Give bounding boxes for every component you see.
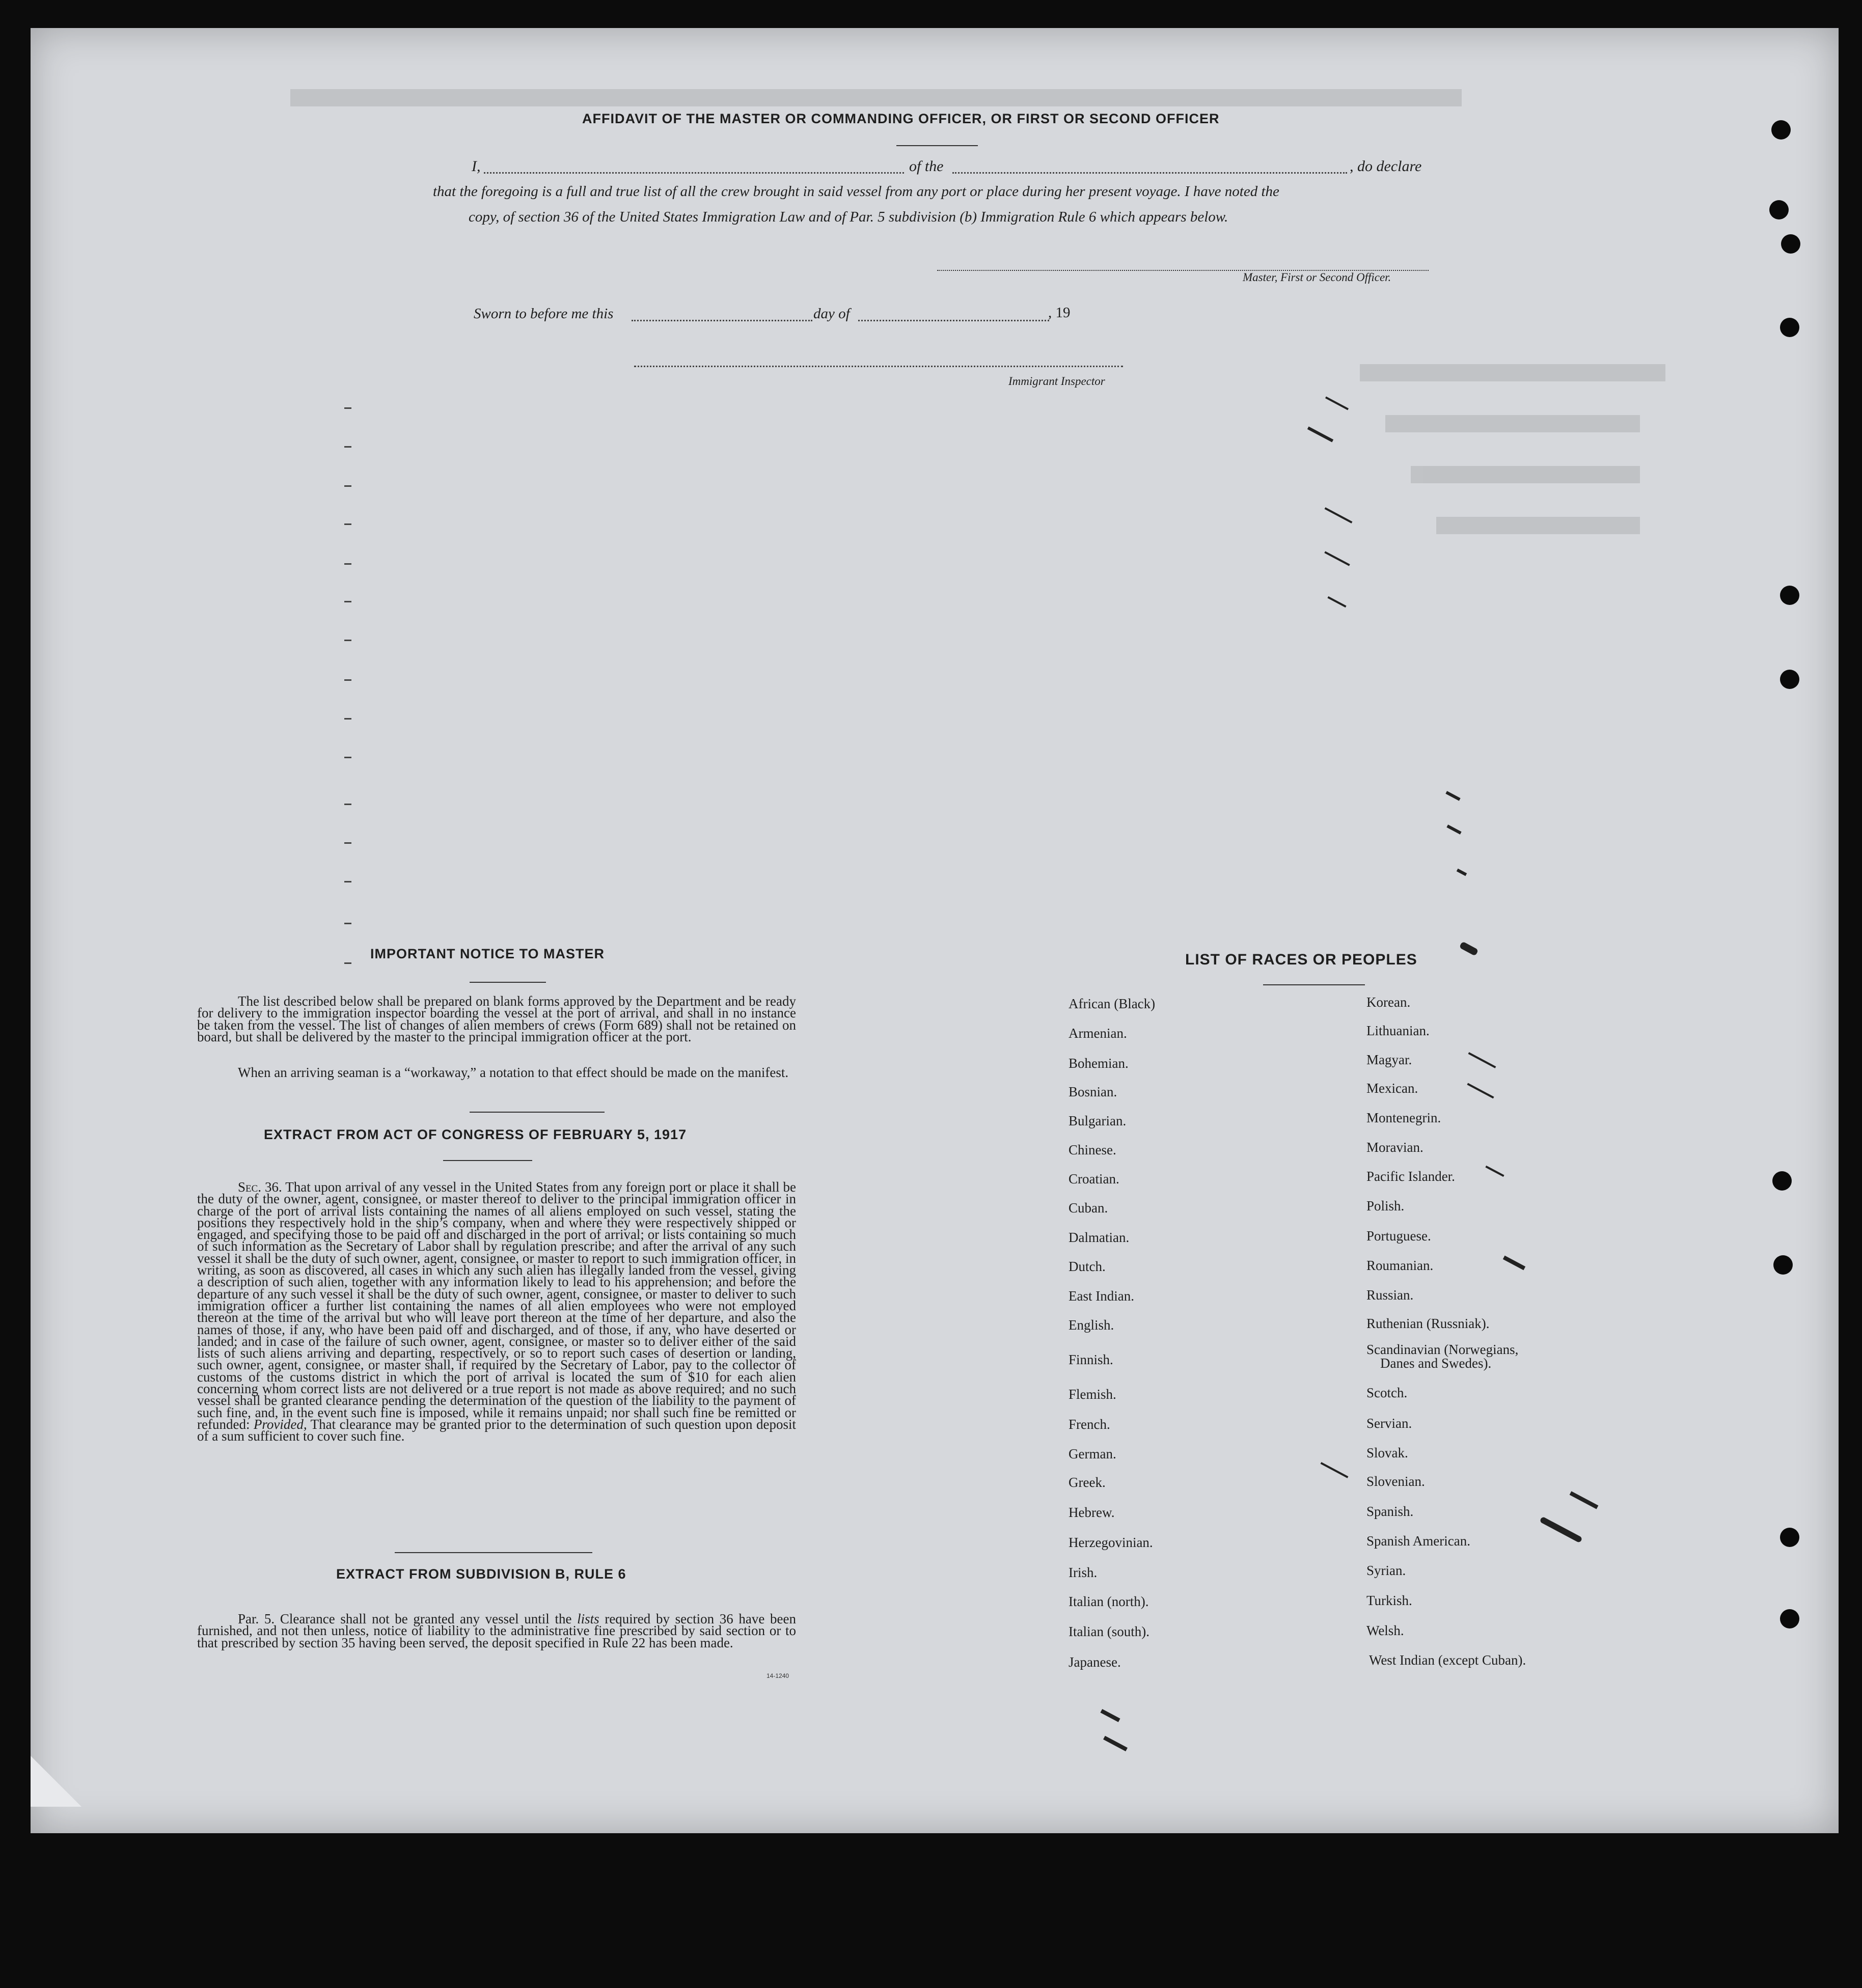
race-entry: Croatian. — [1069, 1171, 1119, 1186]
margin-dash — [344, 446, 351, 448]
race-entry: Turkish. — [1366, 1593, 1412, 1608]
act-section-text-end: That clearance may be granted prior to the determination of such question upon deposit of a sum sufficient to cover such fine. — [197, 1416, 797, 1444]
affidavit-body-line3: copy, of section 36 of the United States Immigration Law and of Par. 5 subdivision (b) Immigration Rule 6 which appears below. — [469, 209, 1228, 225]
rule-text-a: Par. 5. Clearance shall not be granted any vessel until the — [238, 1611, 572, 1626]
race-entry: Italian (south). — [1069, 1624, 1149, 1639]
sworn-day-blank — [632, 320, 812, 321]
race-entry: Portuguese. — [1366, 1228, 1431, 1244]
act-top-rule — [470, 1112, 605, 1113]
race-entry: Syrian. — [1366, 1563, 1406, 1578]
punch-hole — [1771, 120, 1791, 140]
race-entry: African (Black) — [1069, 996, 1156, 1011]
race-entry: Italian (north). — [1069, 1594, 1149, 1609]
act-section-text: That upon arrival of any vessel in the United States from any foreign port or place it shall be the duty of the owner, agent, consignee, or master thereof to deliver to the principal immigration officer in charge of the port of arrival lists containing the names of all aliens employed on such vessel, stating the positions they respectively hold in the ship’s company, when and where they were respectively shipped or engaged, and specifying those to be paid off and discharged in the port of arrival; or lists containing so much of such information as the Secretary of Labor shall by regulation prescribe; and after the arrival of any such vessel it shall be the duty of such owner, agent, consignee, or master to report to such immigration officer, in writing, as soon as discovered, all cases in which any such alien has illegally landed from the vessel, giving a description of such alien, together with any information likely to lead to his apprehension; and before the departure of any such vessel it shall be the duty of such owner, agent, consignee, or master to deliver to such immigration officer a further list containing the names of all alien employees who were not employed thereon at the time of the arrival but who will leave port thereon at the time of her departure, and also the names of those, if any, who have been paid off and discharged, and of those, if any, who have deserted or landed; and in case of the failure of such owner, agent, consignee, or master so to deliver either of the said lists of such aliens arriving and departing, respectively, or so to report such cases of desertion or landing, such owner, agent, consignee, or master shall, if required by the Secretary of Labor, pay to the collector of customs of the customs district in which the port of arrival is located the sum of $10 for each alien concerning whom correct lists are not delivered or a true report is not made as above required; and no such vessel shall be granted clearance pending the determination of the question of the liability to the payment of such fine, and, in the event such fine is imposed, while it remains unpaid; nor shall such fine be remitted or refunded: — [197, 1179, 797, 1432]
margin-dash — [344, 757, 351, 758]
affidavit-title: AFFIDAVIT OF THE MASTER OR COMMANDING OFFICER, OR FIRST OR SECOND OFFICER — [582, 111, 1220, 126]
race-entry: Spanish American. — [1366, 1533, 1470, 1549]
margin-dash — [344, 523, 351, 525]
affidavit-body-line2: that the foregoing is a full and true list of all the crew brought in said vessel from any port or place during her present voyage. I have noted the — [433, 183, 1279, 200]
signature-label: Master, First or Second Officer. — [1243, 271, 1391, 284]
punch-hole — [1780, 1528, 1799, 1547]
race-entry: Welsh. — [1366, 1623, 1404, 1638]
race-entry: Japanese. — [1069, 1654, 1121, 1670]
margin-dash — [344, 842, 351, 844]
margin-dash — [344, 923, 351, 924]
race-entry: Greek. — [1069, 1475, 1106, 1490]
margin-dash — [344, 485, 351, 487]
notice-title: IMPORTANT NOTICE TO MASTER — [370, 946, 605, 961]
document-sheet — [31, 28, 1839, 1833]
notice-paragraph-2 — [197, 1067, 796, 1079]
race-entry: Montenegrin. — [1366, 1110, 1441, 1125]
race-entry: Ruthenian (Russniak). — [1366, 1316, 1490, 1331]
race-entry: Mexican. — [1366, 1081, 1418, 1096]
race-entry: Danes and Swedes). — [1380, 1356, 1492, 1371]
race-entry: Bohemian. — [1069, 1056, 1129, 1071]
rule-paragraph — [197, 1613, 796, 1649]
margin-dash — [344, 804, 351, 805]
race-entry: Roumanian. — [1366, 1258, 1434, 1273]
race-entry: Spanish. — [1366, 1504, 1414, 1519]
punch-hole — [1780, 670, 1799, 689]
race-entry: Pacific Islander. — [1366, 1169, 1455, 1184]
affidavit-line-i: I, — [472, 158, 481, 175]
margin-dash — [344, 718, 351, 720]
race-entry: Moravian. — [1366, 1140, 1423, 1155]
race-entry: Servian. — [1366, 1416, 1412, 1431]
race-entry: Bulgarian. — [1069, 1113, 1127, 1128]
act-title: EXTRACT FROM ACT OF CONGRESS OF FEBRUARY 5, 1917 — [264, 1127, 687, 1142]
race-entry: Chinese. — [1069, 1142, 1116, 1157]
race-entry: Russian. — [1366, 1287, 1414, 1303]
notice-para2-text: When an arriving seaman is a “workaway,” a notation to that effect should be made on the manifest. — [238, 1065, 789, 1080]
race-entry: English. — [1069, 1317, 1114, 1333]
race-entry: Herzegovinian. — [1069, 1535, 1153, 1550]
race-entry: Irish. — [1069, 1565, 1098, 1580]
race-entry: Scotch. — [1366, 1385, 1408, 1400]
inspector-signature-line — [634, 366, 1123, 367]
notice-para1-text: The list described below shall be prepared on blank forms approved by the Department and be ready for delivery to the immigration inspector boarding the vessel at the port of arrival, and shall in no instance be taken from the vessel. The list of changes of alien members of crews (Form 689) shall not be retained on board, but shall be delivered by the master to the principal immigration officer at the port. — [197, 993, 796, 1044]
race-entry: Flemish. — [1069, 1387, 1116, 1402]
rule-top-rule — [395, 1552, 592, 1553]
form-number: 14-1240 — [766, 1672, 789, 1679]
race-entry: French. — [1069, 1417, 1110, 1432]
margin-dash — [344, 679, 351, 681]
race-entry: Hebrew. — [1069, 1505, 1115, 1520]
punch-hole — [1780, 586, 1799, 605]
vessel-blank-line — [952, 172, 1347, 174]
punch-hole — [1773, 1255, 1793, 1275]
margin-dash — [344, 601, 351, 602]
race-entry: Armenian. — [1069, 1026, 1127, 1041]
act-title-rule — [443, 1160, 532, 1161]
notice-title-rule — [470, 982, 546, 983]
name-blank-line — [484, 172, 904, 174]
race-entry: Korean. — [1366, 995, 1411, 1010]
race-entry: Lithuanian. — [1366, 1023, 1430, 1038]
punch-hole — [1780, 1609, 1799, 1628]
affidavit-of-the: of the — [909, 158, 944, 175]
race-entry: Dutch. — [1069, 1259, 1106, 1274]
rule-text-b: required by section 36 have been furnished, and not then unless, notice of liability to the administrative fine prescribed by said section or to that prescribed by section 35 having been served, the deposit specified in Rule 22 has been made. — [197, 1611, 797, 1650]
race-entry: Finnish. — [1069, 1352, 1113, 1367]
affidavit-declare: , do declare — [1350, 158, 1422, 175]
race-entry: Scandinavian (Norwegians, — [1366, 1342, 1519, 1357]
race-entry: Polish. — [1366, 1198, 1405, 1213]
act-section-label: Sec. 36. — [238, 1179, 282, 1195]
race-entry: Dalmatian. — [1069, 1230, 1130, 1245]
race-entry: Slovak. — [1366, 1445, 1408, 1460]
act-provided: Provided, — [253, 1416, 307, 1432]
act-section-36 — [197, 1181, 796, 1443]
punch-hole — [1769, 200, 1789, 219]
folded-corner — [31, 1756, 81, 1807]
races-title: LIST OF RACES OR PEOPLES — [1185, 951, 1417, 968]
race-entry: West Indian (except Cuban). — [1369, 1652, 1526, 1668]
sworn-prefix: Sworn to before me this — [474, 306, 614, 322]
race-entry: German. — [1069, 1446, 1116, 1461]
sworn-day-of: day of — [813, 306, 850, 322]
rule-lists-word: lists — [577, 1611, 599, 1626]
rule-title: EXTRACT FROM SUBDIVISION B, RULE 6 — [336, 1566, 626, 1582]
race-entry: Cuban. — [1069, 1200, 1108, 1216]
sworn-year: , 19 — [1048, 305, 1071, 321]
punch-hole — [1772, 1171, 1792, 1191]
margin-dash — [344, 563, 351, 565]
race-entry: Magyar. — [1366, 1052, 1412, 1067]
race-entry: East Indian. — [1069, 1288, 1134, 1304]
margin-dash — [344, 962, 351, 964]
inspector-label: Immigrant Inspector — [1008, 375, 1105, 388]
punch-hole — [1781, 234, 1800, 254]
notice-paragraph-1 — [197, 993, 796, 1044]
sworn-month-blank — [858, 320, 1049, 321]
races-title-rule — [1263, 984, 1365, 985]
race-entry: Bosnian. — [1069, 1084, 1117, 1099]
punch-hole — [1780, 318, 1799, 337]
margin-dash — [344, 881, 351, 882]
margin-dash — [344, 407, 351, 409]
race-entry: Slovenian. — [1366, 1474, 1425, 1489]
margin-dash — [344, 640, 351, 641]
affidavit-title-rule — [896, 145, 978, 146]
